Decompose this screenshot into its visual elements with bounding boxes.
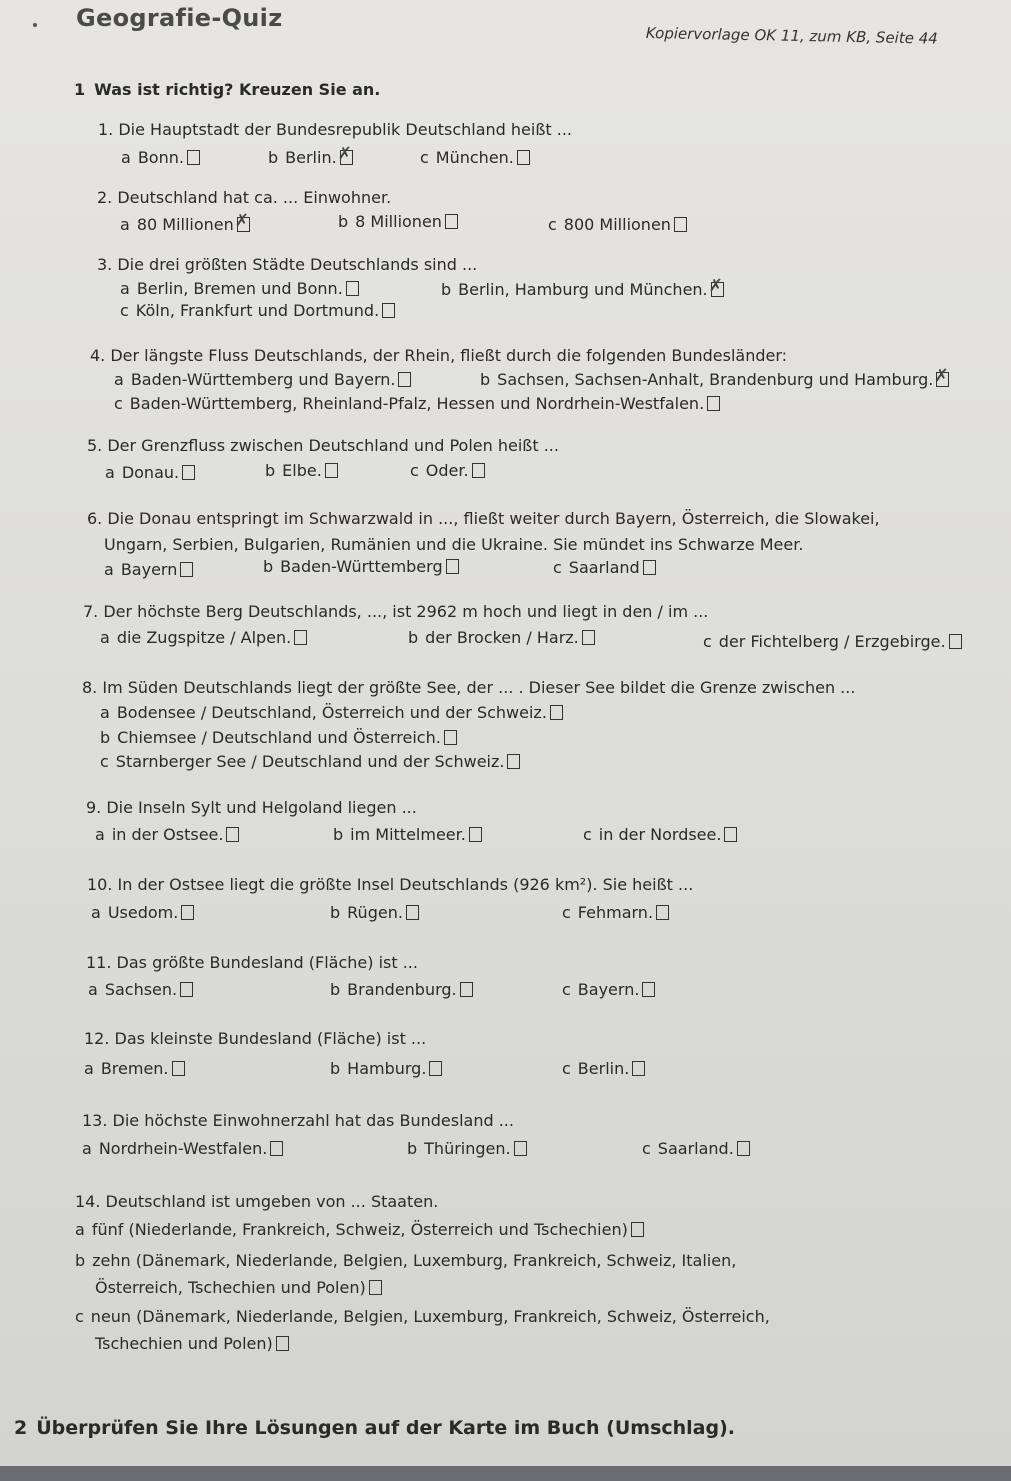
answer-checkbox[interactable] bbox=[180, 562, 193, 577]
option-text: Berlin, Bremen und Bonn. bbox=[136, 279, 343, 298]
option-c bbox=[703, 632, 962, 651]
option-text: zehn (Dänemark, Niederlande, Belgien, Luxemburg, Frankreich, Schweiz, Italien, bbox=[92, 1251, 737, 1270]
option-b bbox=[330, 1059, 442, 1078]
option-text: Oder. bbox=[425, 461, 469, 480]
option-a bbox=[105, 463, 195, 482]
answer-checkbox[interactable] bbox=[642, 982, 655, 997]
option-text: in der Nordsee. bbox=[598, 825, 722, 844]
answer-checkbox[interactable] bbox=[550, 705, 563, 720]
option-letter: a bbox=[84, 1059, 94, 1078]
answer-checkbox[interactable] bbox=[711, 282, 724, 297]
option-letter: b bbox=[265, 461, 276, 480]
option-a bbox=[120, 279, 359, 298]
answer-checkbox[interactable] bbox=[472, 463, 485, 478]
option-c bbox=[562, 980, 655, 999]
answer-checkbox[interactable] bbox=[507, 754, 520, 769]
option-letter: c bbox=[114, 394, 123, 413]
question-text: 9. Die Inseln Sylt und Helgoland liegen ... bbox=[86, 798, 417, 817]
option-a bbox=[114, 370, 411, 389]
answer-checkbox[interactable] bbox=[582, 630, 595, 645]
option-c bbox=[410, 461, 485, 480]
option-c-continued bbox=[95, 1334, 289, 1353]
option-text: Saarland. bbox=[657, 1139, 734, 1158]
answer-checkbox[interactable] bbox=[643, 560, 656, 575]
option-letter: c bbox=[583, 825, 592, 844]
question-text: 5. Der Grenzfluss zwischen Deutschland und Polen heißt ... bbox=[87, 436, 559, 455]
option-letter: c bbox=[703, 632, 712, 651]
answer-checkbox[interactable] bbox=[446, 559, 459, 574]
answer-checkbox[interactable] bbox=[172, 1061, 185, 1076]
option-letter: b bbox=[338, 212, 349, 231]
page-title: Geografie-Quiz bbox=[76, 4, 283, 32]
option-letter: a bbox=[120, 279, 130, 298]
option-text: 800 Millionen bbox=[563, 215, 671, 234]
answer-checkbox[interactable] bbox=[631, 1222, 644, 1237]
option-letter: c bbox=[562, 980, 571, 999]
answer-checkbox[interactable] bbox=[276, 1336, 289, 1351]
option-text: Bodensee / Deutschland, Österreich und der Schweiz. bbox=[116, 703, 547, 722]
option-letter: c bbox=[548, 215, 557, 234]
option-letter: a bbox=[100, 703, 110, 722]
option-text: im Mittelmeer. bbox=[350, 825, 466, 844]
question-text: 3. Die drei größten Städte Deutschlands sind ... bbox=[97, 255, 478, 274]
option-text: München. bbox=[435, 148, 514, 167]
question-text: 7. Der höchste Berg Deutschlands, ..., ist 2962 m hoch und liegt in den / im ... bbox=[83, 602, 709, 621]
option-text: Rügen. bbox=[347, 903, 403, 922]
option-letter: c bbox=[410, 461, 419, 480]
option-a bbox=[91, 903, 194, 922]
option-c bbox=[562, 903, 669, 922]
option-c bbox=[75, 1307, 770, 1326]
answer-checkbox[interactable] bbox=[180, 982, 193, 997]
option-b bbox=[330, 980, 473, 999]
option-text: in der Ostsee. bbox=[111, 825, 224, 844]
answer-checkbox[interactable] bbox=[382, 303, 395, 318]
question-text: 10. In der Ostsee liegt die größte Insel Deutschlands (926 km²). Sie heißt ... bbox=[87, 875, 694, 894]
option-letter: a bbox=[75, 1220, 85, 1239]
option-text: Bremen. bbox=[100, 1059, 169, 1078]
option-text: Hamburg. bbox=[347, 1059, 427, 1078]
punch-dot bbox=[33, 23, 37, 27]
option-text: Baden-Württemberg und Bayern. bbox=[130, 370, 396, 389]
answer-checkbox[interactable] bbox=[737, 1141, 750, 1156]
answer-checkbox[interactable] bbox=[187, 150, 200, 165]
answer-checkbox[interactable] bbox=[398, 372, 411, 387]
option-text: Bonn. bbox=[137, 148, 184, 167]
option-text: neun (Dänemark, Niederlande, Belgien, Luxemburg, Frankreich, Schweiz, Österreich, bbox=[90, 1307, 770, 1326]
option-c bbox=[583, 825, 737, 844]
option-text: Fehmarn. bbox=[577, 903, 654, 922]
option-a bbox=[82, 1139, 283, 1158]
option-b bbox=[265, 461, 338, 480]
option-a bbox=[84, 1059, 185, 1078]
question-text: 2. Deutschland hat ca. ... Einwohner. bbox=[97, 188, 392, 207]
answer-checkbox[interactable] bbox=[514, 1141, 527, 1156]
option-text: Bayern bbox=[120, 560, 178, 579]
option-letter: b bbox=[330, 980, 341, 999]
option-b bbox=[330, 903, 419, 922]
option-c bbox=[642, 1139, 750, 1158]
option-b bbox=[333, 825, 482, 844]
option-text: Chiemsee / Deutschland und Österreich. bbox=[117, 728, 441, 747]
option-text: Baden-Württemberg bbox=[280, 557, 443, 576]
option-letter: c bbox=[642, 1139, 651, 1158]
option-text: Donau. bbox=[121, 463, 180, 482]
answer-checkbox[interactable] bbox=[936, 372, 949, 387]
option-b bbox=[480, 370, 949, 389]
option-text: Starnberger See / Deutschland und der Schweiz. bbox=[115, 752, 505, 771]
option-text: Köln, Frankfurt und Dortmund. bbox=[135, 301, 380, 320]
option-text: Bayern. bbox=[577, 980, 640, 999]
task1-instruction: Was ist richtig? Kreuzen Sie an. bbox=[94, 80, 381, 99]
option-b-continued bbox=[95, 1278, 382, 1297]
option-letter: c bbox=[562, 903, 571, 922]
option-letter: a bbox=[82, 1139, 92, 1158]
answer-checkbox[interactable] bbox=[674, 217, 687, 232]
option-text: Berlin. bbox=[285, 148, 337, 167]
option-text: 8 Millionen bbox=[355, 212, 442, 231]
answer-checkbox[interactable] bbox=[707, 396, 720, 411]
answer-checkbox[interactable] bbox=[444, 730, 457, 745]
option-c bbox=[420, 148, 530, 167]
table-surface bbox=[0, 1466, 1011, 1481]
option-text: Brandenburg. bbox=[347, 980, 457, 999]
option-letter: b bbox=[330, 903, 341, 922]
option-c bbox=[100, 752, 520, 771]
question-text: 11. Das größte Bundesland (Fläche) ist ... bbox=[86, 953, 418, 972]
answer-checkbox[interactable] bbox=[632, 1061, 645, 1076]
option-letter: a bbox=[121, 148, 131, 167]
option-b bbox=[407, 1139, 527, 1158]
option-letter: b bbox=[263, 557, 274, 576]
question-text: 4. Der längste Fluss Deutschlands, der Rhein, fließt durch die folgenden Bundesländer: bbox=[90, 346, 788, 365]
option-c bbox=[120, 301, 395, 320]
option-a bbox=[100, 703, 563, 722]
question-text: 8. Im Süden Deutschlands liegt der größte See, der ... . Dieser See bildet die Grenze zwischen ... bbox=[82, 678, 856, 697]
question-text: 12. Das kleinste Bundesland (Fläche) ist ... bbox=[84, 1029, 427, 1048]
task2-number: 2 bbox=[14, 1417, 28, 1439]
option-a bbox=[104, 560, 193, 579]
option-letter: c bbox=[100, 752, 109, 771]
option-a bbox=[75, 1220, 644, 1239]
copy-reference: Kopiervorlage OK 11, zum KB, Seite 44 bbox=[645, 24, 938, 48]
option-text: der Fichtelberg / Erzgebirge. bbox=[718, 632, 946, 651]
option-a bbox=[95, 825, 239, 844]
task1-heading bbox=[74, 80, 380, 99]
option-letter: a bbox=[91, 903, 101, 922]
option-a bbox=[100, 628, 307, 647]
answer-checkbox[interactable] bbox=[226, 827, 239, 842]
option-letter: a bbox=[100, 628, 110, 647]
option-text: Berlin, Hamburg und München. bbox=[458, 280, 708, 299]
answer-checkbox[interactable] bbox=[181, 905, 194, 920]
option-text: Elbe. bbox=[282, 461, 322, 480]
task2-heading bbox=[14, 1417, 735, 1439]
question-text: 1. Die Hauptstadt der Bundesrepublik Deutschland heißt ... bbox=[98, 120, 573, 139]
option-letter: c bbox=[120, 301, 129, 320]
answer-checkbox[interactable] bbox=[237, 217, 250, 232]
answer-checkbox[interactable] bbox=[340, 150, 353, 165]
answer-checkbox[interactable] bbox=[406, 905, 419, 920]
option-letter: c bbox=[420, 148, 429, 167]
answer-checkbox[interactable] bbox=[346, 281, 359, 296]
answer-checkbox[interactable] bbox=[724, 827, 737, 842]
answer-checkbox[interactable] bbox=[182, 465, 195, 480]
option-text: Saarland bbox=[568, 558, 640, 577]
option-letter: b bbox=[268, 148, 279, 167]
answer-checkbox[interactable] bbox=[656, 905, 669, 920]
answer-checkbox[interactable] bbox=[369, 1280, 382, 1295]
answer-checkbox[interactable] bbox=[460, 982, 473, 997]
option-letter: a bbox=[120, 215, 130, 234]
option-text: fünf (Niederlande, Frankreich, Schweiz, Österreich und Tschechien) bbox=[91, 1220, 628, 1239]
option-a bbox=[121, 148, 200, 167]
option-a bbox=[120, 215, 250, 234]
answer-checkbox[interactable] bbox=[325, 463, 338, 478]
option-text: Sachsen. bbox=[104, 980, 178, 999]
option-letter: b bbox=[100, 728, 111, 747]
option-a bbox=[88, 980, 193, 999]
answer-checkbox[interactable] bbox=[469, 827, 482, 842]
option-letter: a bbox=[105, 463, 115, 482]
option-c bbox=[553, 558, 656, 577]
option-c bbox=[114, 394, 720, 413]
question-text: 13. Die höchste Einwohnerzahl hat das Bundesland ... bbox=[82, 1111, 514, 1130]
option-letter: b bbox=[330, 1059, 341, 1078]
answer-checkbox[interactable] bbox=[517, 150, 530, 165]
option-letter: b bbox=[441, 280, 452, 299]
option-letter: b bbox=[75, 1251, 86, 1270]
option-letter: b bbox=[407, 1139, 418, 1158]
option-text-continued: Tschechien und Polen) bbox=[95, 1334, 273, 1353]
task2-instruction: Überprüfen Sie Ihre Lösungen auf der Karte im Buch (Umschlag). bbox=[36, 1417, 736, 1439]
option-letter: b bbox=[333, 825, 344, 844]
option-text: Thüringen. bbox=[424, 1139, 511, 1158]
option-text: Nordrhein-Westfalen. bbox=[98, 1139, 268, 1158]
question-text-continued: Ungarn, Serbien, Bulgarien, Rumänien und die Ukraine. Sie mündet ins Schwarze Meer. bbox=[104, 535, 804, 554]
answer-checkbox[interactable] bbox=[445, 214, 458, 229]
option-text: Berlin. bbox=[577, 1059, 630, 1078]
option-b bbox=[338, 212, 458, 231]
option-text: die Zugspitze / Alpen. bbox=[116, 628, 292, 647]
option-letter: c bbox=[562, 1059, 571, 1078]
option-b bbox=[441, 280, 724, 299]
option-text: Sachsen, Sachsen-Anhalt, Brandenburg und Hamburg. bbox=[497, 370, 934, 389]
task1-number: 1 bbox=[74, 80, 86, 99]
option-letter: a bbox=[114, 370, 124, 389]
option-b bbox=[268, 148, 353, 167]
option-text: 80 Millionen bbox=[136, 215, 234, 234]
question-text: 6. Die Donau entspringt im Schwarzwald in ..., fließt weiter durch Bayern, Österreich, die Slowakei, bbox=[87, 509, 880, 528]
answer-checkbox[interactable] bbox=[294, 630, 307, 645]
option-b bbox=[75, 1251, 736, 1270]
option-letter: a bbox=[95, 825, 105, 844]
option-letter: b bbox=[480, 370, 491, 389]
option-c bbox=[548, 215, 687, 234]
option-text-continued: Österreich, Tschechien und Polen) bbox=[95, 1278, 366, 1297]
question-text: 14. Deutschland ist umgeben von ... Staaten. bbox=[75, 1192, 439, 1211]
answer-checkbox[interactable] bbox=[270, 1141, 283, 1156]
answer-checkbox[interactable] bbox=[949, 634, 962, 649]
option-letter: c bbox=[75, 1307, 84, 1326]
option-letter: c bbox=[553, 558, 562, 577]
option-c bbox=[562, 1059, 645, 1078]
option-b bbox=[100, 728, 457, 747]
option-text: Usedom. bbox=[107, 903, 179, 922]
option-letter: b bbox=[408, 628, 419, 647]
option-text: der Brocken / Harz. bbox=[425, 628, 579, 647]
option-letter: a bbox=[104, 560, 114, 579]
option-text: Baden-Württemberg, Rheinland-Pfalz, Hessen und Nordrhein-Westfalen. bbox=[129, 394, 705, 413]
option-letter: a bbox=[88, 980, 98, 999]
option-b bbox=[408, 628, 595, 647]
answer-checkbox[interactable] bbox=[429, 1061, 442, 1076]
option-b bbox=[263, 557, 459, 576]
